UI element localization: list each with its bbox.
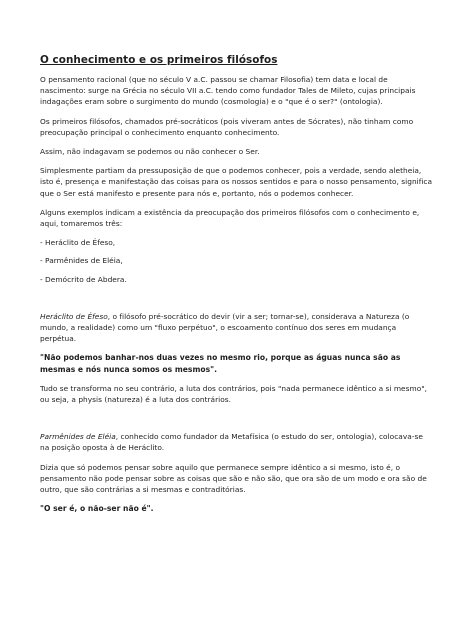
heraclito-text: , o filósofo pré-socrático do devir (vir a ser; tornar-se), considerava a Natureza (o mundo, a realidade) como um "fluxo perpétuo", o escoamento contínuo dos seres em mudança perpétua. <box>40 311 410 344</box>
heraclito-name: Heráclito de Éfeso <box>40 311 108 321</box>
parmenides-quote: "O ser é, o não-ser não é". <box>40 504 154 514</box>
document-title: O conhecimento e os primeiros filósofos <box>40 54 278 66</box>
list-item: - Parmênides de Eléia, <box>40 256 123 266</box>
paragraph-examples: Alguns exemplos indicam a existência da preocupação dos primeiros filósofos com o conhecimento e, aqui, tomaremos três: <box>40 207 420 229</box>
paragraph-heraclito <box>40 311 434 345</box>
paragraph-intro: O pensamento racional (que no século V a.C. passou se chamar Filosofia) tem data e local de nascimento: surge na Grécia no século VII a.C. tendo como fundador Tales de Mileto, cujas principais indagações eram sobre o surgimento do mundo (cosmologia) e o "que é o ser?" (ontologia). <box>40 75 416 107</box>
paragraph-contrarios: Tudo se transforma no seu contrário, a luta dos contrários, pois "nada permanece idêntico a si mesmo", ou seja, a physis (natureza) é a luta dos contrários. <box>40 383 428 405</box>
list-item: - Demócrito de Abdera. <box>40 274 127 284</box>
parmenides-name: Parmênides de Eléia <box>40 432 116 442</box>
paragraph-presocratics: Os primeiros filósofos, chamados pré-socráticos (pois viveram antes de Sócrates), não tinham como preocupação principal o conhecimento enquanto conhecimento. <box>40 116 414 137</box>
paragraph-parmenides <box>40 431 434 453</box>
paragraph-aletheia: Simplesmente partiam da pressuposição de que o podemos conhecer, pois a verdade, sendo aletheia, isto é, presença e manifestação das coisas para os nossos sentidos e para o nosso pensamento, significa que o Ser está manifesto e presente para nós e, portanto, nós o podemos conhecer. <box>40 166 433 198</box>
parmenides-text: , conhecido como fundador da Metafísica (o estudo do ser, ontologia), colocava-se na posição oposta à de Heráclito. <box>40 432 423 453</box>
paragraph-pensamento: Dizia que só podemos pensar sobre aquilo que permanece sempre idêntico a si mesmo, isto é, o pensamento não pode pensar sobre as coisas que são e não são, que ora são de um modo e ora são de outro, que são contrárias a si mesmas e contraditórias. <box>40 462 427 495</box>
paragraph-being: Assim, não indagavam se podemos ou não conhecer o Ser. <box>40 147 260 157</box>
list-item: - Heráclito de Éfeso, <box>40 238 116 248</box>
heraclito-quote: "Não podemos banhar-nos duas vezes no mesmo rio, porque as águas nunca são as mesmas e nós nunca somos os mesmos". <box>40 353 401 374</box>
